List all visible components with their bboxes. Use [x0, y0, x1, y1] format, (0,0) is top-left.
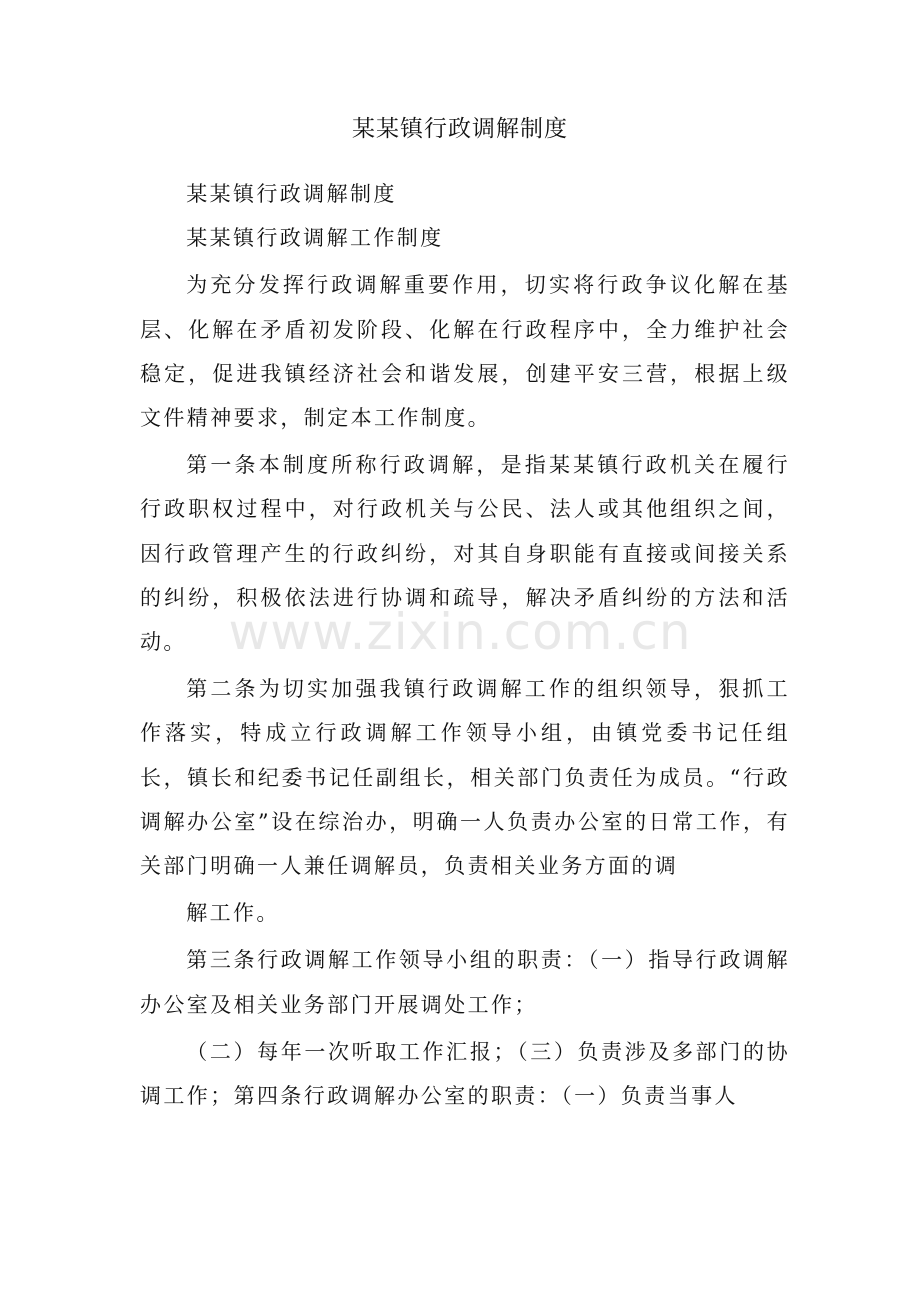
paragraph-article-3-4: （二）每年一次听取工作汇报；（三）负责涉及多部门的协调工作；第四条行政调解办公室的职责：（一）负责当事人	[140, 1039, 790, 1109]
paragraph-article-3: 第三条行政调解工作领导小组的职责：（一）指导行政调解办公室及相关业务部门开展调处工作；	[140, 948, 790, 1017]
paragraph-article-1: 第一条本制度所称行政调解，是指某某镇行政机关在履行行政职权过程中，对行政机关与公民、法人或其他组织之间，因行政管理产生的行政纠纷，对其自身职能有直接或间接关系的纠纷，积极依法进行协调和疏导，解决矛盾纠纷的方法和活动。	[140, 453, 790, 655]
document-title: 某某镇行政调解制度	[352, 116, 568, 142]
document-body	[140, 172, 790, 1118]
paragraph-article-2-continued: 解工作。	[186, 901, 280, 926]
paragraph-heading-1: 某某镇行政调解制度	[186, 182, 397, 206]
paragraph-article-2: 第二条为切实加强我镇行政调解工作的组织领导，狠抓工作落实，特成立行政调解工作领导小组，由镇党委书记任组长，镇长和纪委书记任副组长，相关部门负责任为成员。“行政调解办公室”设在综治办，明确一人负责办公室的日常工作，有关部门明确一人兼任调解员，负责相关业务方面的调	[140, 677, 790, 879]
watermark: www.zixin.com.cn	[228, 603, 692, 661]
paragraph-heading-2: 某某镇行政调解工作制度	[186, 226, 444, 251]
paragraph-intro: 为充分发挥行政调解重要作用，切实将行政争议化解在基层、化解在矛盾初发阶段、化解在行政程序中，全力维护社会稳定，促进我镇经济社会和谐发展，创建平安三营，根据上级文件精神要求，制定本工作制度。	[140, 273, 790, 431]
